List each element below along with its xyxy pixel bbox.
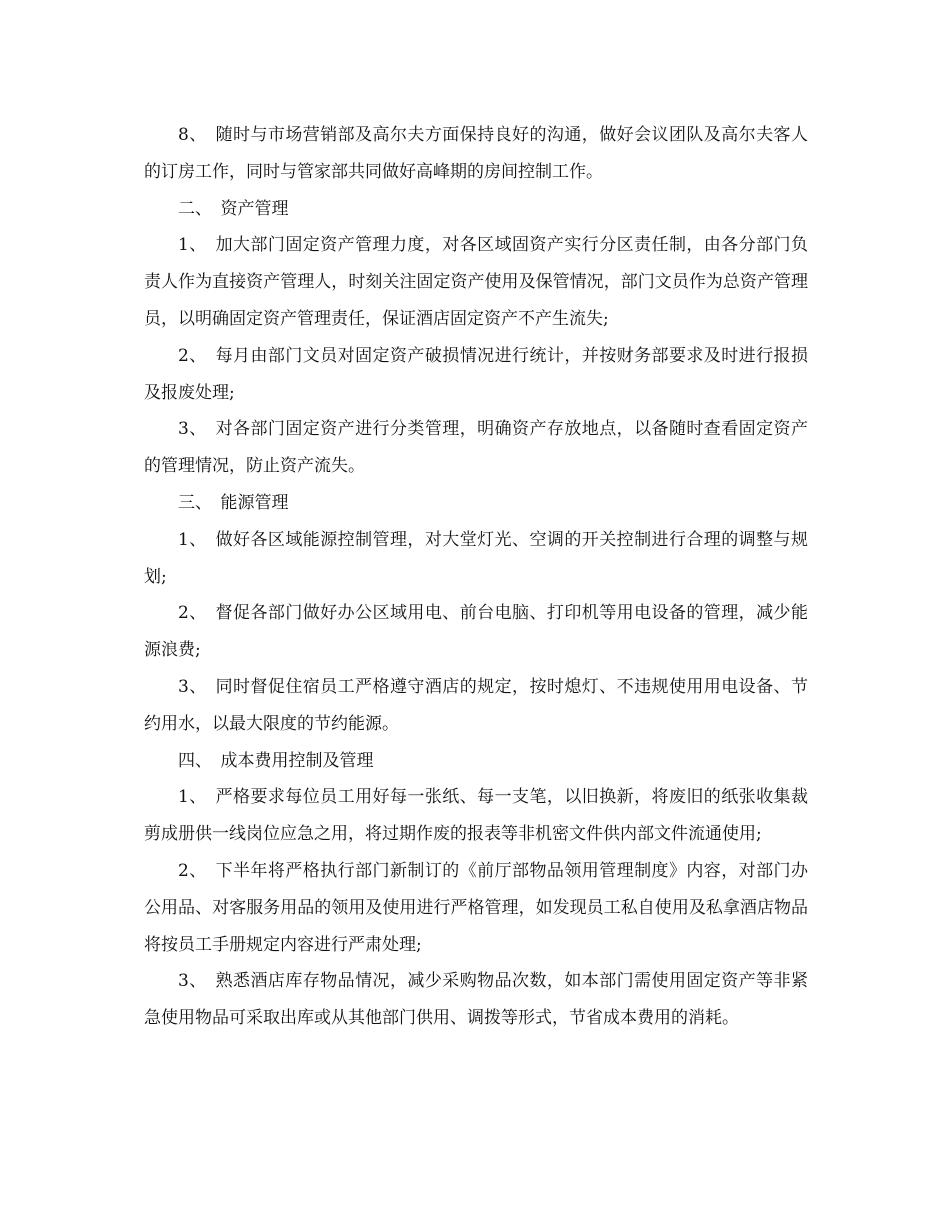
asset-item-3: 3、 对各部门固定资产进行分类管理，明确资产存放地点，以备随时查看固定资产的管理情况，防止资产流失。 bbox=[144, 419, 808, 477]
cost-item-2: 2、 下半年将严格执行部门新制订的《前厅部物品领用管理制度》内容，对部门办公用品、对客服务用品的领用及使用进行严格管理，如发现员工私自使用及私拿酒店物品将按员工手册规定内容进行严肃处理; bbox=[144, 860, 808, 955]
section-heading-cost-control: 四、 成本费用控制及管理 bbox=[178, 750, 374, 771]
section-heading-asset-management: 二、 资产管理 bbox=[178, 198, 289, 219]
energy-item-1: 1、 做好各区域能源控制管理，对大堂灯光、空调的开关控制进行合理的调整与规划; bbox=[144, 529, 808, 587]
energy-item-3: 3、 同时督促住宿员工严格遵守酒店的规定，按时熄灯、不违规使用用电设备、节约用水，以最大限度的节约能源。 bbox=[144, 676, 808, 734]
section-heading-energy-management: 三、 能源管理 bbox=[178, 492, 289, 513]
energy-item-2: 2、 督促各部门做好办公区域用电、前台电脑、打印机等用电设备的管理，减少能源浪费; bbox=[144, 603, 808, 661]
cost-item-1: 1、 严格要求每位员工用好每一张纸、每一支笔，以旧换新，将废旧的纸张收集裁剪成册供一线岗位应急之用，将过期作废的报表等非机密文件供内部文件流通使用; bbox=[144, 787, 808, 845]
cost-item-3: 3、 熟悉酒店库存物品情况，减少采购物品次数，如本部门需使用固定资产等非紧急使用物品可采取出库或从其他部门供用、调拨等形式，节省成本费用的消耗。 bbox=[144, 971, 808, 1029]
item-8-golf-communication: 8、 随时与市场营销部及高尔夫方面保持良好的沟通，做好会议团队及高尔夫客人的订房工作，同时与管家部共同做好高峰期的房间控制工作。 bbox=[144, 125, 808, 182]
asset-item-2: 2、 每月由部门文员对固定资产破损情况进行统计，并按财务部要求及时进行报损及报废处理; bbox=[144, 345, 808, 403]
asset-item-1: 1、 加大部门固定资产管理力度，对各区域固资产实行分区责任制，由各分部门负责人作为直接资产管理人，时刻关注固定资产使用及保管情况，部门文员作为总资产管理员，以明确固定资产管理责任，保证酒店固定资产不产生流失; bbox=[144, 235, 808, 329]
document-body bbox=[144, 117, 808, 1037]
